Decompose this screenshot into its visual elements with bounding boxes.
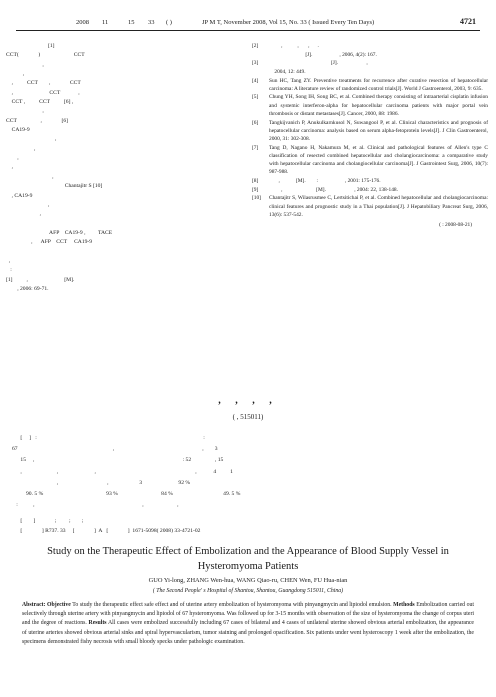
references-column <box>252 42 488 231</box>
abstract-label: Abstract: <box>22 602 46 608</box>
chinese-abstract-line: : , , , <box>12 502 179 509</box>
reference-number: [8] <box>252 178 259 185</box>
reference-text: Tangkijvanich P, Anukulkarnkusol N, Suwangool P, et al. Clinical characteristics and prognosis of hepatocellular carcinoma: analysis based on serum alpha-fetoprotein levels[J]. J Clin Gastroenterol, 2000, 31: 302-308. <box>269 119 490 143</box>
left-column-line <box>6 248 242 257</box>
reference-item <box>252 93 488 118</box>
methods-label: Methods <box>393 602 415 608</box>
chinese-abstract-line: , , 3 92 % <box>12 479 191 486</box>
left-column-line: , CA19-9 <box>6 192 33 199</box>
reference-number: [4] <box>252 77 259 84</box>
left-column-line: , CCT , CCT <box>6 80 81 87</box>
reference-number: [2] <box>252 43 259 49</box>
left-column-line: CCT( ) CCT <box>6 52 85 59</box>
english-authors: GUO Yi-long, ZHANG Wen-hua, WANG Qiao-ru, CHEN Wen, FU Hua-nian <box>148 577 348 584</box>
left-column-line: , CCT , <box>6 89 80 96</box>
chinese-abstract-line: [ ] : : <box>12 435 205 441</box>
classification-line: [ ] R737. 33 [ ] A [ ] 1671-5098( 2008) 33-4721-02 <box>12 528 201 534</box>
chinese-abstract-line: 67 , , 3 <box>12 446 218 453</box>
reference-item <box>252 68 488 76</box>
reference-item <box>252 59 488 67</box>
header-segment-1: 11 <box>102 19 109 26</box>
reference-item <box>252 42 488 50</box>
reference-item <box>252 119 488 144</box>
left-column-line: , 2006: 69-71. <box>6 285 49 292</box>
english-affiliation: ( The Second People' s Hospital of Shantou, Shantou, Guangdong 515011, China) <box>152 588 344 594</box>
reference-item <box>252 144 488 177</box>
reference-text: Sun HC, Tang ZY. Preventive treatments for recurrence after curative resection of hepatocellular carcinoma: A literature review of randomized control trials[J]. World J Gastroenterol, 2003, 9: 635. <box>269 77 490 92</box>
left-column-line: [1] , [M]. <box>6 276 75 283</box>
reference-text: [J]. , <box>269 60 368 67</box>
left-column-line: CA19-9 <box>6 127 30 134</box>
reference-number: [6] <box>252 119 259 126</box>
left-column-line: Chantajitr S [10] <box>6 183 103 190</box>
left-column-line: , <box>6 257 11 264</box>
left-column-line: , <box>6 145 36 152</box>
header-paren: ( ) <box>166 19 172 26</box>
chinese-abstract <box>12 433 484 511</box>
reference-item <box>252 194 488 219</box>
reference-text: , [M]. , 2004: 22, 138-148. <box>269 186 398 193</box>
chinese-authors: , , , , <box>218 395 278 406</box>
reference-text: Chantajitr S, Wilasrusmee C, Lertsitichai P, et al. Combined hepatocellular and cholangiocarcinoma: clinical features and prognostic study in a Thai population[J]. J Hepatobiliary Pancreat Surg, 2006, 13(6): 537-542. <box>269 195 490 218</box>
reference-number <box>252 68 269 76</box>
left-column-line: [1] <box>6 43 55 49</box>
reference-item <box>252 77 488 94</box>
header-segment-2: 15 <box>128 19 135 26</box>
header-journal-line: JP M T, November 2008, Vol 15, No. 33 ( Issued Every Ten Days) <box>202 19 375 26</box>
left-column-line <box>6 220 242 229</box>
left-column-line: CCT , [6] <box>6 117 69 124</box>
reference-number: [5] <box>252 94 259 101</box>
english-abstract <box>22 601 474 647</box>
reference-number: [7] <box>252 144 259 151</box>
page-number: 4721 <box>460 17 476 26</box>
left-column-line: , <box>6 173 54 180</box>
header-year: 2008 <box>76 19 89 26</box>
chinese-abstract-line: 90. 5 % 93 % 84 % 49. 5 % <box>12 490 241 497</box>
left-column-line: , AFP CCT CA19-9 <box>6 239 93 246</box>
left-column-line: CCT , CCT [6] , <box>6 99 74 106</box>
left-column-line: , <box>6 108 44 115</box>
reference-text: , , , . <box>269 43 319 49</box>
reference-number: [3] <box>252 60 259 67</box>
chinese-keywords: [ ] ; ; ; <box>12 518 84 524</box>
methods-text: Embolization carried out selectively through uterine artery with pinyangmycin and lipiodol of 67 hysteromyoma. Was followed up for 3-15 months with observation of the size of hysteromyoma the change of corpus uteri and the degree of reactions. <box>22 602 474 627</box>
left-column-line: : <box>6 267 12 274</box>
reference-list <box>252 42 488 219</box>
header-segment-3: 33 <box>148 19 155 26</box>
reference-number: [9] <box>252 186 259 193</box>
reference-item <box>252 186 488 194</box>
running-header <box>16 16 480 31</box>
reference-text: Tang D, Nagano H, Nakamura M, et al. Clinical and pathological features of Allen's type C classification of resected combined hepatocellular and cholangiocarcinoma: a comparative study with hepatocellular carcinoma and cholangiocellular carcinoma[J]. J Gastrointest Surg, 2006, 10(7): 987-988. <box>269 144 490 176</box>
left-column-line: , <box>6 164 13 171</box>
left-column-line: , <box>6 71 25 78</box>
left-column-line: , <box>6 201 50 208</box>
results-text: All cases were embolized successfully including 67 cases of bilateral and 4 cases of unilateral uterine showed obvious arterial embolization, the appearance of uterine arteries showed obvious arterial sinks and spiral hypervascularism, tumor staining and prolonged opacification. Six patients under went hysteroscopy 1 week after the embolization, the specimens demonstrated fishy necrosis with small bloody specks under pathologic examination. <box>22 620 474 645</box>
reference-text: 2004, 12: 449. <box>269 68 306 75</box>
chinese-abstract-line: , , , , 4 1 <box>12 468 233 475</box>
results-label: Results <box>88 620 107 627</box>
reference-item <box>252 177 488 185</box>
objective-label: Objective <box>47 602 71 608</box>
chinese-abstract-line: 15 , : 52 , 15 <box>12 457 224 464</box>
reference-text: [J]. , 2006, 4(2): 167. <box>269 51 377 58</box>
left-column-line: , <box>6 155 19 162</box>
reference-item <box>252 51 488 59</box>
received-date: ( : 2008-08-21) <box>439 222 472 229</box>
reference-number <box>252 51 269 59</box>
reference-text: Chung YH, Song IH, Song BC, et al. Combined therapy consisting of intraarterial cisplatin infusion and systemic interferon-alpha for hepatocellular carcinoma patients with major portal vein thrombosis or distant metastases[J]. Cancer, 2000, 88: 1986. <box>269 94 490 117</box>
objective-text: To study the therapeutic effect safe effect and of uterine artery embolization of hysteromyoma with pinyangmycin and lipiodol emulsion. <box>72 602 392 608</box>
chinese-affiliation: ( , 515011) <box>232 413 264 421</box>
left-column-line: , <box>6 61 44 68</box>
chinese-keywords-block <box>12 516 484 536</box>
left-column-line: , <box>6 211 41 218</box>
left-column-line: , <box>6 136 57 143</box>
left-column-line: AFP CA19-9 , TACE <box>6 229 113 236</box>
left-column-text <box>6 42 242 294</box>
english-title: Study on the Therapeutic Effect of Embolization and the Appearance of Blood Supply Vessel in Hysteromyoma Patients <box>47 546 449 572</box>
reference-text: , [M]. : , 2001: 175-176. <box>269 178 381 185</box>
reference-number: [10] <box>252 195 261 202</box>
